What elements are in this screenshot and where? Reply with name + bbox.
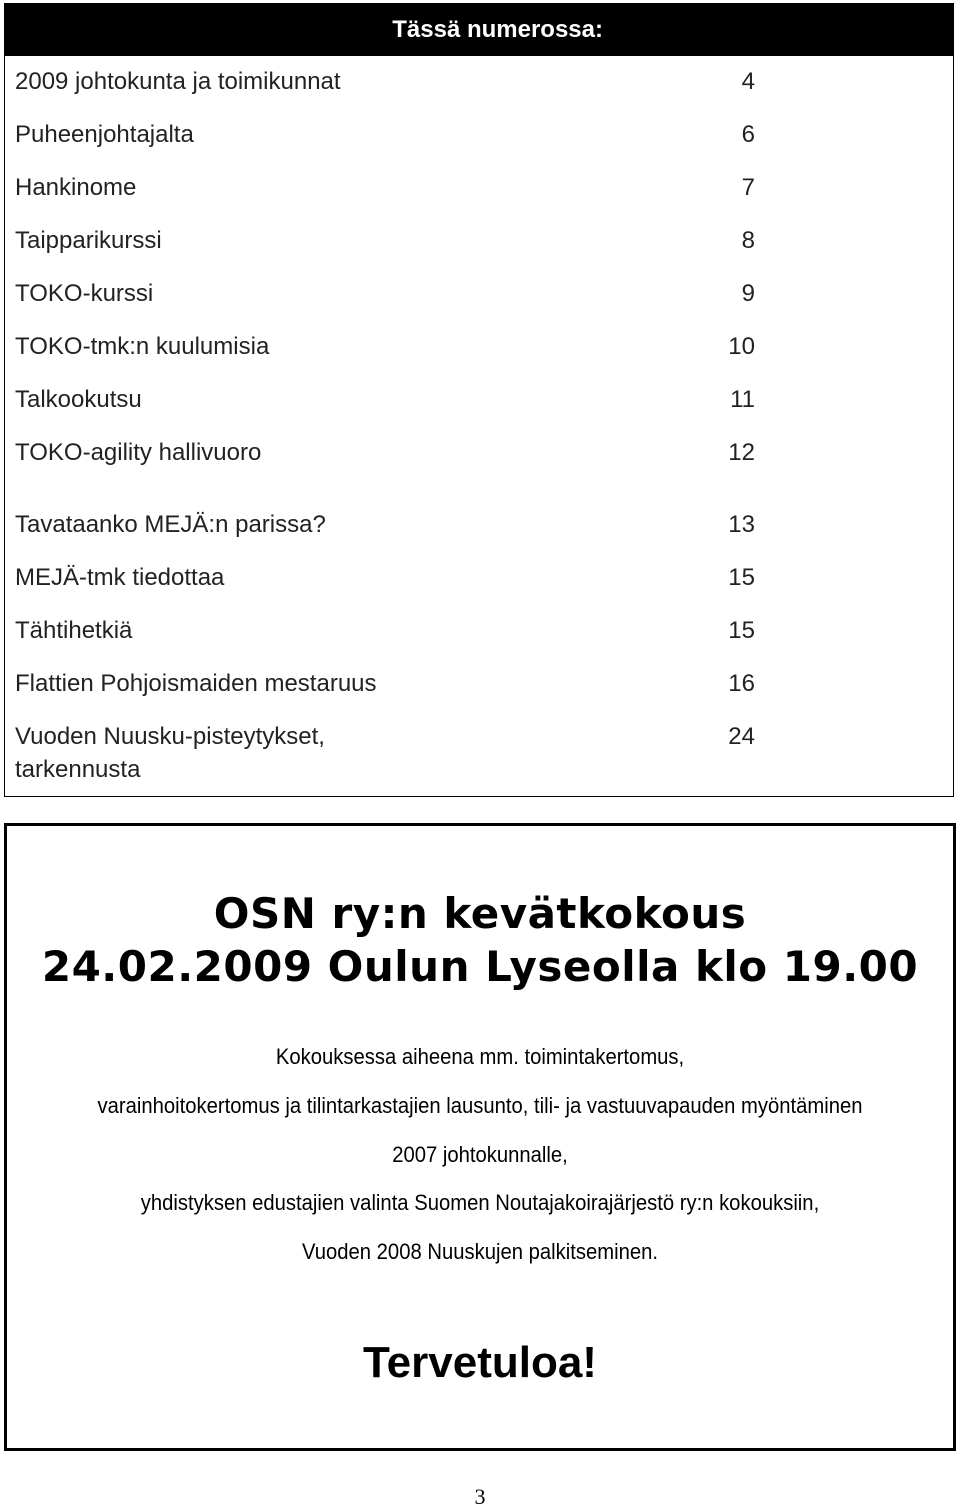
toc-heading: Tässä numerossa: [5,4,953,56]
agenda-line: 2007 johtokunnalle, [392,1142,568,1167]
toc-item-title: Hankinome [15,174,137,201]
agenda-line: varainhoitokertomus ja tilintarkastajien lausunto, tili- ja vastuuvapauden myöntäminen [97,1093,863,1118]
agenda-line: yhdistyksen edustajien valinta Suomen Noutajakoirajärjestö ry:n kokouksiin, [140,1190,820,1215]
toc-item-page: 15 [728,564,755,591]
toc-item-title: TOKO-tmk:n kuulumisia [15,333,270,360]
agenda-line: Vuoden 2008 Nuuskujen palkitseminen. [302,1239,658,1264]
toc-item-title: 2009 johtokunta ja toimikunnat [15,68,341,95]
toc-item-title: Tavataanko MEJÄ:n parissa? [15,511,326,538]
toc-item-page: 15 [728,617,755,644]
page-number: 3 [474,1484,486,1509]
toc-item-page: 6 [741,121,755,148]
toc-item-page: 7 [741,174,755,201]
toc-item-title: MEJÄ-tmk tiedottaa [15,564,225,591]
toc-item-page: 13 [728,511,755,538]
toc-item-title: TOKO-kurssi [15,280,154,307]
welcome-text: Tervetuloa! [363,1338,597,1387]
toc-item-title: Talkookutsu [15,386,142,413]
toc-item-page: 10 [728,333,755,360]
toc-item-page: 8 [741,227,755,254]
toc-item-page: 4 [741,68,755,95]
toc-item-title: Flattien Pohjoismaiden mestaruus [15,670,377,697]
toc-item-page: 11 [730,386,755,413]
toc-item-page: 12 [728,439,755,466]
toc-item-title: Taipparikurssi [15,227,162,254]
meeting-heading-line2: 24.02.2009 Oulun Lyseolla klo 19.00 [41,942,919,991]
toc-item-page: 9 [741,280,755,307]
toc-list [5,4,953,796]
toc-item-title: TOKO-agility hallivuoro [15,439,262,466]
toc-item-page: 24 [728,723,755,750]
meeting-heading-line1: OSN ry:n kevätkokous [213,889,747,938]
toc-item-title: Tähtihetkiä [15,617,133,644]
agenda-line: Kokouksessa aiheena mm. toimintakertomus, [275,1044,685,1069]
meeting-notice [4,823,956,1451]
toc-item-title: Vuoden Nuusku-pisteytykset, tarkennusta [15,723,325,783]
toc-item-page: 16 [728,670,755,697]
table-of-contents [4,3,954,797]
toc-item-title: Puheenjohtajalta [15,121,194,148]
